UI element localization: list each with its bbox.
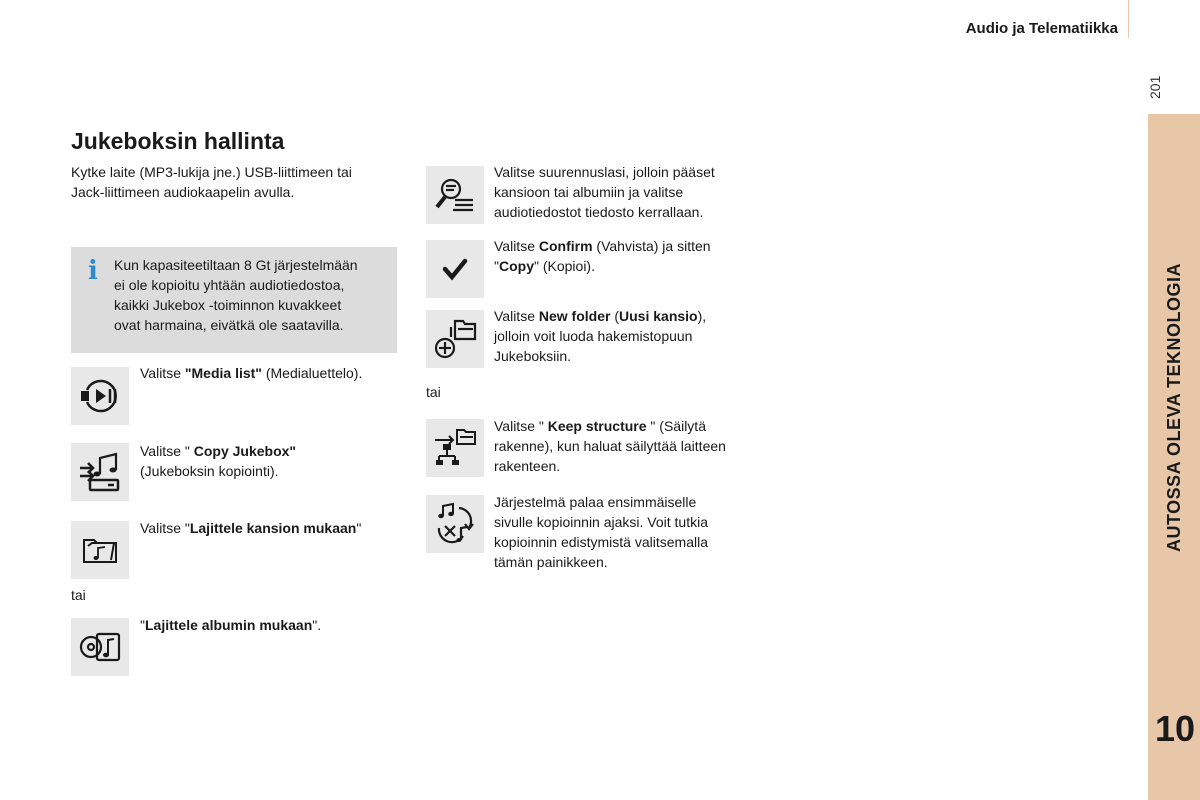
magnifier-icon xyxy=(426,166,484,224)
sort-by-folder-icon xyxy=(71,521,129,579)
new-folder-icon xyxy=(426,310,484,368)
confirm-text: Valitse Confirm (Vahvista) ja sitten "Copy" (Kopioi). xyxy=(494,238,711,274)
media-list-text: Valitse "Media list" (Medialuettelo). xyxy=(140,365,363,381)
intro-text: Kytke laite (MP3-lukija jne.) USB-liittimeen tai Jack-liittimeen audiokaapelin avulla. xyxy=(71,164,352,200)
keep-structure-text: Valitse " Keep structure " (Säilytä rakenne), kun haluat säilyttää laitteen rakenteen. xyxy=(494,418,726,474)
keep-structure-icon xyxy=(426,419,484,477)
sort-by-folder-text: Valitse "Lajittele kansion mukaan" xyxy=(140,520,362,536)
info-icon: i xyxy=(88,256,98,286)
media-list-icon xyxy=(71,367,129,425)
copy-jukebox-text: Valitse " Copy Jukebox" (Jukeboksin kopiointi). xyxy=(140,443,297,479)
or-label-left: tai xyxy=(71,587,86,603)
copy-progress-text: Järjestelmä palaa ensimmäiselle sivulle kopioinnin ajaksi. Voit tutkia kopioinnin edistymistä valitsemalla tämän painikkeen. xyxy=(494,494,709,570)
sort-by-album-icon xyxy=(71,618,129,676)
section-title: Jukeboksin hallinta xyxy=(71,128,285,154)
or-label-right: tai xyxy=(426,384,441,400)
copy-jukebox-icon xyxy=(71,443,129,501)
chapter-tab-label: AUTOSSA OLEVA TEKNOLOGIA xyxy=(1163,262,1184,552)
chapter-number: 10 xyxy=(1154,708,1196,749)
checkmark-icon xyxy=(426,240,484,298)
new-folder-text: Valitse New folder (Uusi kansio), jolloin voit luoda hakemistopuun Jukeboksiin. xyxy=(494,308,707,364)
header-title: Audio ja Telematiikka xyxy=(965,20,1118,37)
header-divider xyxy=(1128,0,1129,38)
info-text: Kun kapasiteetiltaan 8 Gt järjestelmään ei ole kopioitu yhtään audiotiedostoa, kaikki Jukebox -toiminnon kuvakkeet ovat harmaina, eivätkä ole saatavilla. xyxy=(114,257,358,333)
page-number: 201 xyxy=(1147,75,1163,99)
copy-progress-icon xyxy=(426,495,484,553)
sort-by-album-text: "Lajittele albumin mukaan". xyxy=(140,617,322,633)
magnifier-text: Valitse suurennuslasi, jolloin pääset kansioon tai albumiin ja valitse audiotiedostot tiedosto kerrallaan. xyxy=(494,164,715,220)
